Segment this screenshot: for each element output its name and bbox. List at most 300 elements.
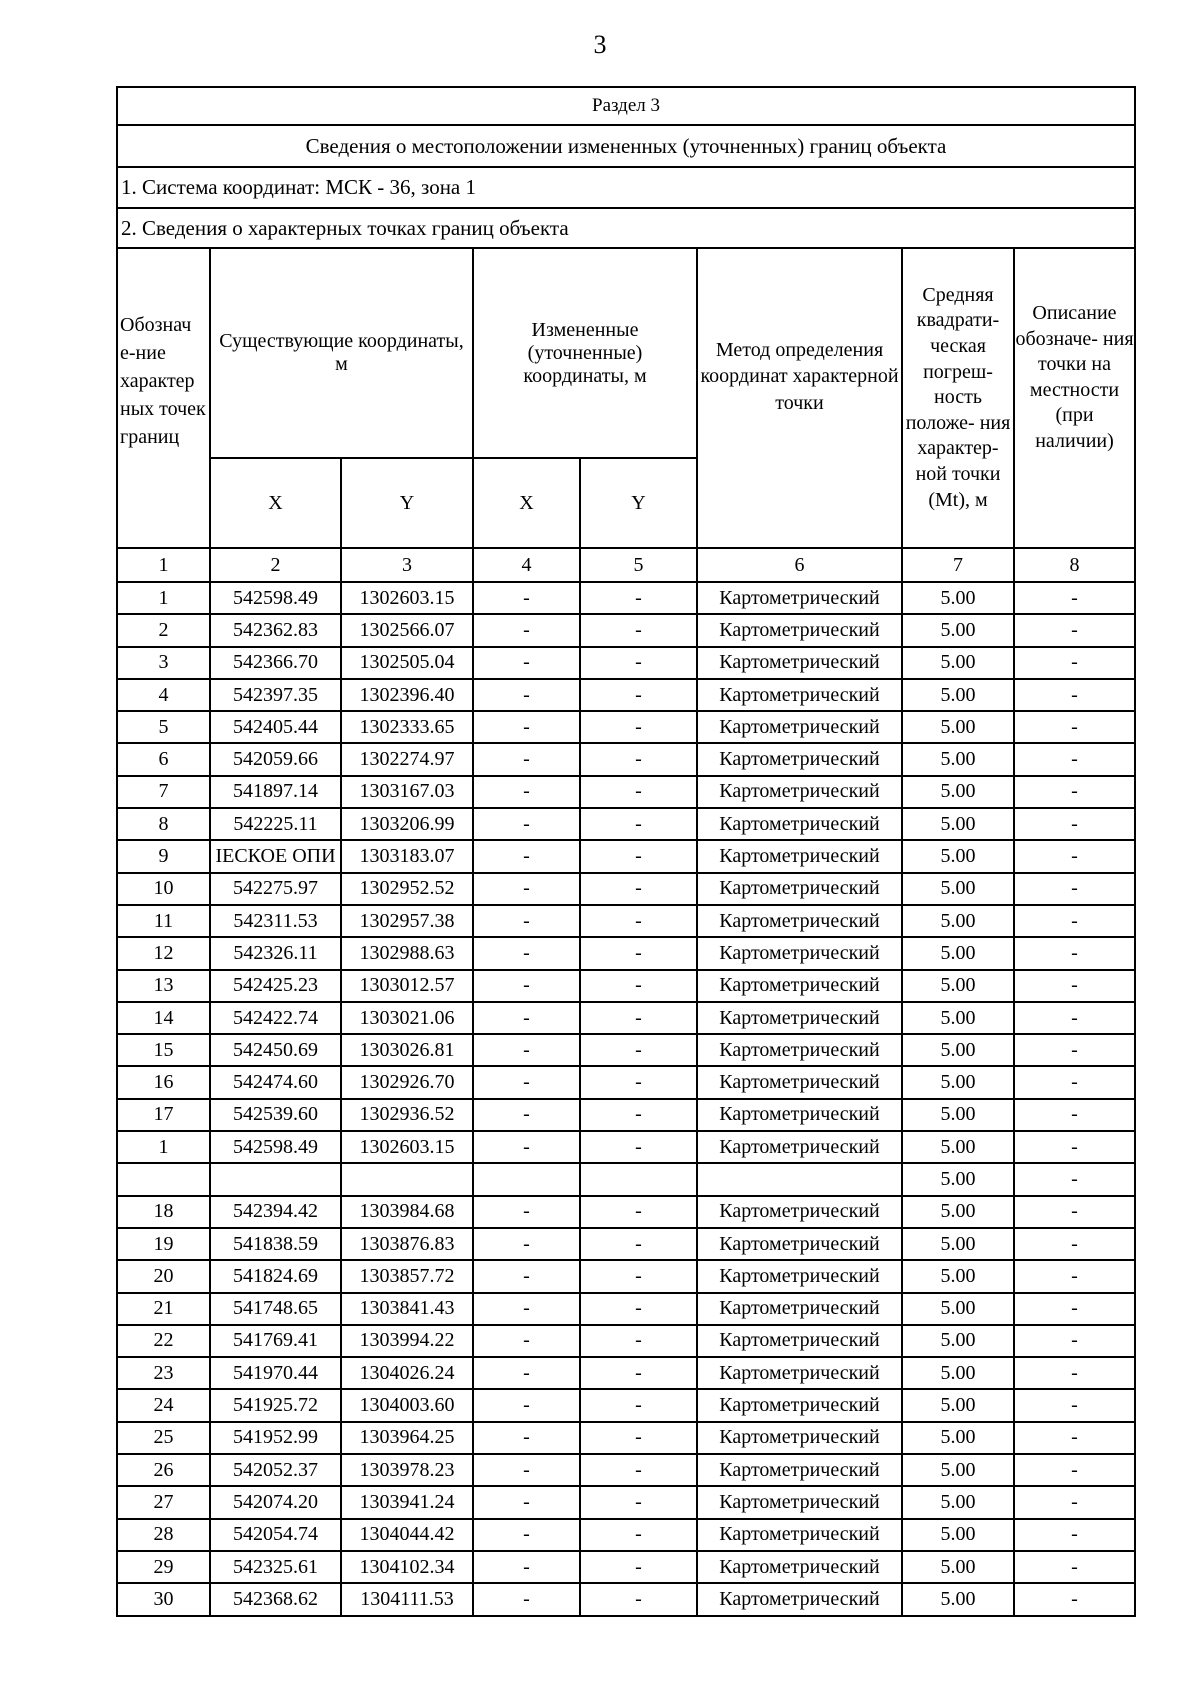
changed-x-cell: - bbox=[473, 873, 580, 905]
mean-error-cell: 5.00 bbox=[902, 1583, 1014, 1615]
table-row bbox=[117, 1099, 1135, 1131]
point-designation-cell: 1 bbox=[117, 582, 210, 614]
column-number: 7 bbox=[902, 548, 1014, 582]
method-cell: Картометрический bbox=[697, 1293, 902, 1325]
point-description-cell: - bbox=[1014, 1196, 1135, 1228]
table-row bbox=[117, 1196, 1135, 1228]
existing-y-cell: 1303026.81 bbox=[341, 1034, 473, 1066]
existing-x-cell: 542074.20 bbox=[210, 1486, 341, 1518]
existing-x-cell: ІЕСКОЕ ОПИ bbox=[210, 840, 341, 872]
changed-y-cell: - bbox=[580, 679, 697, 711]
point-designation-cell: 8 bbox=[117, 808, 210, 840]
changed-y-cell: - bbox=[580, 1099, 697, 1131]
table-row bbox=[117, 873, 1135, 905]
method-cell: Картометрический bbox=[697, 711, 902, 743]
existing-x-cell: 542059.66 bbox=[210, 743, 341, 775]
point-designation-cell: 17 bbox=[117, 1099, 210, 1131]
existing-x-cell: 541952.99 bbox=[210, 1422, 341, 1454]
method-cell: Картометрический bbox=[697, 1389, 902, 1421]
existing-x-cell: 541897.14 bbox=[210, 776, 341, 808]
changed-x-cell: - bbox=[473, 1389, 580, 1421]
existing-y-cell: 1304003.60 bbox=[341, 1389, 473, 1421]
point-description-cell: - bbox=[1014, 679, 1135, 711]
existing-x-cell: 541970.44 bbox=[210, 1357, 341, 1389]
point-description-cell: - bbox=[1014, 1519, 1135, 1551]
mean-error-cell: 5.00 bbox=[902, 647, 1014, 679]
mean-error-cell: 5.00 bbox=[902, 1422, 1014, 1454]
changed-x-cell: - bbox=[473, 1099, 580, 1131]
existing-x-cell: 542474.60 bbox=[210, 1066, 341, 1098]
changed-x-cell: - bbox=[473, 743, 580, 775]
existing-x-cell: 542362.83 bbox=[210, 614, 341, 646]
point-designation-cell: 6 bbox=[117, 743, 210, 775]
table-row bbox=[117, 808, 1135, 840]
changed-x-cell: - bbox=[473, 1422, 580, 1454]
mean-error-cell: 5.00 bbox=[902, 840, 1014, 872]
mean-error-cell: 5.00 bbox=[902, 1099, 1014, 1131]
existing-x-cell: 541838.59 bbox=[210, 1228, 341, 1260]
point-description-cell: - bbox=[1014, 1066, 1135, 1098]
point-description-cell: - bbox=[1014, 1583, 1135, 1615]
point-designation-cell: 11 bbox=[117, 905, 210, 937]
point-designation-cell: 13 bbox=[117, 970, 210, 1002]
header-designation: Обознач е-ние характер ных точек границ bbox=[117, 248, 210, 548]
point-designation-cell: 3 bbox=[117, 647, 210, 679]
changed-x-cell: - bbox=[473, 1357, 580, 1389]
mean-error-cell: 5.00 bbox=[902, 1002, 1014, 1034]
changed-y-cell: - bbox=[580, 1293, 697, 1325]
table-row bbox=[117, 1131, 1135, 1163]
changed-y-cell: - bbox=[580, 711, 697, 743]
point-designation-cell: 7 bbox=[117, 776, 210, 808]
point-designation-cell: 4 bbox=[117, 679, 210, 711]
method-cell: Картометрический bbox=[697, 1002, 902, 1034]
mean-error-cell: 5.00 bbox=[902, 679, 1014, 711]
section-title: Раздел 3 bbox=[117, 87, 1135, 125]
mean-error-cell: 5.00 bbox=[902, 1357, 1014, 1389]
point-designation-cell: 28 bbox=[117, 1519, 210, 1551]
mean-error-cell: 5.00 bbox=[902, 743, 1014, 775]
table-row bbox=[117, 1002, 1135, 1034]
changed-x-cell: - bbox=[473, 1551, 580, 1583]
method-cell: Картометрический bbox=[697, 1486, 902, 1518]
changed-x-cell: - bbox=[473, 647, 580, 679]
column-number: 5 bbox=[580, 548, 697, 582]
existing-y-cell: 1304026.24 bbox=[341, 1357, 473, 1389]
changed-y-cell: - bbox=[580, 1454, 697, 1486]
point-description-cell: - bbox=[1014, 582, 1135, 614]
point-description-cell: - bbox=[1014, 1357, 1135, 1389]
existing-x-cell: 541769.41 bbox=[210, 1325, 341, 1357]
existing-x-cell: 542311.53 bbox=[210, 905, 341, 937]
point-description-cell: - bbox=[1014, 1260, 1135, 1292]
mean-error-cell: 5.00 bbox=[902, 1066, 1014, 1098]
changed-x-cell: - bbox=[473, 1486, 580, 1518]
method-cell: Картометрический bbox=[697, 905, 902, 937]
method-cell: Картометрический bbox=[697, 937, 902, 969]
existing-y-cell: 1302333.65 bbox=[341, 711, 473, 743]
point-designation-cell: 5 bbox=[117, 711, 210, 743]
changed-y-cell: - bbox=[580, 937, 697, 969]
point-designation-cell: 24 bbox=[117, 1389, 210, 1421]
changed-x-cell: - bbox=[473, 1034, 580, 1066]
point-designation-cell: 15 bbox=[117, 1034, 210, 1066]
mean-error-cell: 5.00 bbox=[902, 1163, 1014, 1195]
table-row bbox=[117, 614, 1135, 646]
header-changed-coordinates: Измененные (уточненные) координаты, м bbox=[473, 248, 697, 458]
header-existing-x: X bbox=[210, 458, 341, 548]
point-description-cell: - bbox=[1014, 614, 1135, 646]
point-designation-cell: 29 bbox=[117, 1551, 210, 1583]
point-description-cell: - bbox=[1014, 1486, 1135, 1518]
existing-x-cell: 542275.97 bbox=[210, 873, 341, 905]
table-row bbox=[117, 840, 1135, 872]
table-row bbox=[117, 711, 1135, 743]
mean-error-cell: 5.00 bbox=[902, 1325, 1014, 1357]
existing-y-cell: 1304044.42 bbox=[341, 1519, 473, 1551]
method-cell: Картометрический bbox=[697, 743, 902, 775]
changed-x-cell: - bbox=[473, 1131, 580, 1163]
mean-error-cell: 5.00 bbox=[902, 1454, 1014, 1486]
existing-y-cell: 1304102.34 bbox=[341, 1551, 473, 1583]
mean-error-cell: 5.00 bbox=[902, 1519, 1014, 1551]
mean-error-cell: 5.00 bbox=[902, 1260, 1014, 1292]
point-designation-cell bbox=[117, 1163, 210, 1195]
point-description-cell: - bbox=[1014, 711, 1135, 743]
point-description-cell: - bbox=[1014, 647, 1135, 679]
changed-y-cell: - bbox=[580, 1551, 697, 1583]
changed-x-cell: - bbox=[473, 1519, 580, 1551]
table-row bbox=[117, 582, 1135, 614]
method-cell: Картометрический bbox=[697, 647, 902, 679]
column-number: 2 bbox=[210, 548, 341, 582]
table-row bbox=[117, 1357, 1135, 1389]
boundary-points-table bbox=[116, 86, 1136, 1617]
point-description-cell: - bbox=[1014, 1389, 1135, 1421]
table-row bbox=[117, 1389, 1135, 1421]
page-number: 3 bbox=[593, 30, 607, 59]
changed-y-cell: - bbox=[580, 1519, 697, 1551]
changed-y-cell: - bbox=[580, 1228, 697, 1260]
column-number: 6 bbox=[697, 548, 902, 582]
changed-x-cell: - bbox=[473, 1002, 580, 1034]
existing-x-cell: 542052.37 bbox=[210, 1454, 341, 1486]
method-cell: Картометрический bbox=[697, 1099, 902, 1131]
table-row bbox=[117, 1422, 1135, 1454]
changed-y-cell: - bbox=[580, 1066, 697, 1098]
table-row bbox=[117, 1486, 1135, 1518]
method-cell: Картометрический bbox=[697, 1422, 902, 1454]
changed-y-cell: - bbox=[580, 1357, 697, 1389]
changed-y-cell bbox=[580, 1163, 697, 1195]
table-row bbox=[117, 1163, 1135, 1195]
method-cell: Картометрический bbox=[697, 776, 902, 808]
existing-y-cell: 1303978.23 bbox=[341, 1454, 473, 1486]
table-row bbox=[117, 1260, 1135, 1292]
table-row bbox=[117, 905, 1135, 937]
changed-y-cell: - bbox=[580, 1486, 697, 1518]
point-designation-cell: 1 bbox=[117, 1131, 210, 1163]
point-description-cell: - bbox=[1014, 1099, 1135, 1131]
header-error: Средняя квадрати- ческая погреш- ность положе- ния характер- ной точки (Mt), м bbox=[902, 248, 1014, 548]
existing-y-cell: 1303964.25 bbox=[341, 1422, 473, 1454]
existing-y-cell: 1303994.22 bbox=[341, 1325, 473, 1357]
changed-y-cell: - bbox=[580, 1196, 697, 1228]
table-row bbox=[117, 1293, 1135, 1325]
changed-x-cell: - bbox=[473, 808, 580, 840]
point-designation-cell: 26 bbox=[117, 1454, 210, 1486]
existing-x-cell: 542054.74 bbox=[210, 1519, 341, 1551]
existing-y-cell: 1303183.07 bbox=[341, 840, 473, 872]
point-description-cell: - bbox=[1014, 743, 1135, 775]
point-designation-cell: 23 bbox=[117, 1357, 210, 1389]
changed-x-cell: - bbox=[473, 679, 580, 711]
table-row bbox=[117, 1551, 1135, 1583]
existing-x-cell: 541748.65 bbox=[210, 1293, 341, 1325]
existing-y-cell: 1303021.06 bbox=[341, 1002, 473, 1034]
mean-error-cell: 5.00 bbox=[902, 1389, 1014, 1421]
point-description-cell: - bbox=[1014, 1293, 1135, 1325]
table-row bbox=[117, 679, 1135, 711]
existing-y-cell: 1302957.38 bbox=[341, 905, 473, 937]
existing-x-cell: 542425.23 bbox=[210, 970, 341, 1002]
method-cell: Картометрический bbox=[697, 1454, 902, 1486]
changed-y-cell: - bbox=[580, 1002, 697, 1034]
mean-error-cell: 5.00 bbox=[902, 711, 1014, 743]
existing-x-cell: 542225.11 bbox=[210, 808, 341, 840]
existing-x-cell: 542397.35 bbox=[210, 679, 341, 711]
existing-y-cell: 1303984.68 bbox=[341, 1196, 473, 1228]
point-designation-cell: 22 bbox=[117, 1325, 210, 1357]
point-designation-cell: 18 bbox=[117, 1196, 210, 1228]
point-designation-cell: 9 bbox=[117, 840, 210, 872]
point-description-cell: - bbox=[1014, 1422, 1135, 1454]
point-description-cell: - bbox=[1014, 873, 1135, 905]
mean-error-cell: 5.00 bbox=[902, 776, 1014, 808]
changed-x-cell: - bbox=[473, 711, 580, 743]
column-number: 1 bbox=[117, 548, 210, 582]
existing-y-cell: 1303841.43 bbox=[341, 1293, 473, 1325]
table-heading: Сведения о местоположении измененных (уточненных) границ объекта bbox=[117, 125, 1135, 167]
table-row bbox=[117, 1454, 1135, 1486]
mean-error-cell: 5.00 bbox=[902, 873, 1014, 905]
existing-y-cell: 1303167.03 bbox=[341, 776, 473, 808]
changed-y-cell: - bbox=[580, 614, 697, 646]
mean-error-cell: 5.00 bbox=[902, 1131, 1014, 1163]
changed-x-cell: - bbox=[473, 582, 580, 614]
existing-y-cell: 1303206.99 bbox=[341, 808, 473, 840]
changed-y-cell: - bbox=[580, 743, 697, 775]
changed-x-cell: - bbox=[473, 905, 580, 937]
coordinate-system: 1. Система координат: МСК - 36, зона 1 bbox=[117, 167, 1135, 208]
mean-error-cell: 5.00 bbox=[902, 970, 1014, 1002]
point-description-cell: - bbox=[1014, 1131, 1135, 1163]
header-changed-y: Y bbox=[580, 458, 697, 548]
point-description-cell: - bbox=[1014, 808, 1135, 840]
table-row bbox=[117, 1583, 1135, 1615]
column-number: 3 bbox=[341, 548, 473, 582]
existing-y-cell: 1302988.63 bbox=[341, 937, 473, 969]
existing-x-cell: 542368.62 bbox=[210, 1583, 341, 1615]
changed-y-cell: - bbox=[580, 582, 697, 614]
point-designation-cell: 30 bbox=[117, 1583, 210, 1615]
changed-y-cell: - bbox=[580, 1034, 697, 1066]
existing-y-cell: 1302274.97 bbox=[341, 743, 473, 775]
point-description-cell: - bbox=[1014, 776, 1135, 808]
table-row bbox=[117, 970, 1135, 1002]
header-existing-coordinates: Существующие координаты, м bbox=[210, 248, 473, 458]
table-row bbox=[117, 937, 1135, 969]
mean-error-cell: 5.00 bbox=[902, 1034, 1014, 1066]
existing-x-cell: 541824.69 bbox=[210, 1260, 341, 1292]
header-changed-x: X bbox=[473, 458, 580, 548]
changed-x-cell: - bbox=[473, 970, 580, 1002]
table-row bbox=[117, 1066, 1135, 1098]
method-cell: Картометрический bbox=[697, 873, 902, 905]
changed-y-cell: - bbox=[580, 905, 697, 937]
changed-x-cell: - bbox=[473, 776, 580, 808]
existing-x-cell: 542405.44 bbox=[210, 711, 341, 743]
changed-x-cell: - bbox=[473, 937, 580, 969]
point-description-cell: - bbox=[1014, 1228, 1135, 1260]
point-designation-cell: 25 bbox=[117, 1422, 210, 1454]
method-cell: Картометрический bbox=[697, 970, 902, 1002]
changed-y-cell: - bbox=[580, 1325, 697, 1357]
existing-x-cell: 542394.42 bbox=[210, 1196, 341, 1228]
method-cell: Картометрический bbox=[697, 1034, 902, 1066]
method-cell: Картометрический bbox=[697, 840, 902, 872]
header-existing-y: Y bbox=[341, 458, 473, 548]
point-designation-cell: 2 bbox=[117, 614, 210, 646]
mean-error-cell: 5.00 bbox=[902, 1486, 1014, 1518]
existing-y-cell: 1302936.52 bbox=[341, 1099, 473, 1131]
existing-x-cell: 542539.60 bbox=[210, 1099, 341, 1131]
changed-y-cell: - bbox=[580, 647, 697, 679]
header-method: Метод определения координат характерной точки bbox=[697, 248, 902, 548]
table-row bbox=[117, 1519, 1135, 1551]
mean-error-cell: 5.00 bbox=[902, 937, 1014, 969]
existing-y-cell: 1302396.40 bbox=[341, 679, 473, 711]
changed-x-cell bbox=[473, 1163, 580, 1195]
table-row bbox=[117, 1325, 1135, 1357]
mean-error-cell: 5.00 bbox=[902, 905, 1014, 937]
method-cell: Картометрический bbox=[697, 808, 902, 840]
changed-x-cell: - bbox=[473, 840, 580, 872]
existing-x-cell: 542326.11 bbox=[210, 937, 341, 969]
existing-y-cell: 1302603.15 bbox=[341, 582, 473, 614]
changed-x-cell: - bbox=[473, 1293, 580, 1325]
point-description-cell: - bbox=[1014, 905, 1135, 937]
mean-error-cell: 5.00 bbox=[902, 1228, 1014, 1260]
changed-x-cell: - bbox=[473, 1228, 580, 1260]
changed-x-cell: - bbox=[473, 1196, 580, 1228]
changed-x-cell: - bbox=[473, 1325, 580, 1357]
table-row bbox=[117, 647, 1135, 679]
method-cell: Картометрический bbox=[697, 1583, 902, 1615]
existing-y-cell: 1302603.15 bbox=[341, 1131, 473, 1163]
method-cell: Картометрический bbox=[697, 1066, 902, 1098]
existing-x-cell: 542325.61 bbox=[210, 1551, 341, 1583]
existing-x-cell: 542450.69 bbox=[210, 1034, 341, 1066]
mean-error-cell: 5.00 bbox=[902, 1293, 1014, 1325]
existing-x-cell: 542422.74 bbox=[210, 1002, 341, 1034]
existing-y-cell: 1302505.04 bbox=[341, 647, 473, 679]
existing-y-cell: 1302926.70 bbox=[341, 1066, 473, 1098]
table-row bbox=[117, 776, 1135, 808]
point-description-cell: - bbox=[1014, 937, 1135, 969]
point-designation-cell: 10 bbox=[117, 873, 210, 905]
table-row bbox=[117, 1228, 1135, 1260]
point-description-cell: - bbox=[1014, 1163, 1135, 1195]
method-cell: Картометрический bbox=[697, 582, 902, 614]
existing-y-cell: 1302952.52 bbox=[341, 873, 473, 905]
existing-x-cell bbox=[210, 1163, 341, 1195]
existing-x-cell: 542366.70 bbox=[210, 647, 341, 679]
column-number: 4 bbox=[473, 548, 580, 582]
table-row bbox=[117, 1034, 1135, 1066]
points-heading: 2. Сведения о характерных точках границ объекта bbox=[117, 208, 1135, 248]
changed-y-cell: - bbox=[580, 808, 697, 840]
changed-y-cell: - bbox=[580, 776, 697, 808]
method-cell: Картометрический bbox=[697, 679, 902, 711]
method-cell: Картометрический bbox=[697, 1357, 902, 1389]
changed-y-cell: - bbox=[580, 970, 697, 1002]
point-designation-cell: 19 bbox=[117, 1228, 210, 1260]
existing-y-cell: 1303941.24 bbox=[341, 1486, 473, 1518]
changed-x-cell: - bbox=[473, 1454, 580, 1486]
header-description: Описание обозначе- ния точки на местности (при наличии) bbox=[1014, 248, 1135, 548]
existing-y-cell: 1303857.72 bbox=[341, 1260, 473, 1292]
existing-x-cell: 542598.49 bbox=[210, 582, 341, 614]
changed-y-cell: - bbox=[580, 1260, 697, 1292]
point-description-cell: - bbox=[1014, 1454, 1135, 1486]
existing-x-cell: 542598.49 bbox=[210, 1131, 341, 1163]
method-cell: Картометрический bbox=[697, 1131, 902, 1163]
method-cell: Картометрический bbox=[697, 1551, 902, 1583]
point-description-cell: - bbox=[1014, 970, 1135, 1002]
existing-x-cell: 541925.72 bbox=[210, 1389, 341, 1421]
changed-x-cell: - bbox=[473, 614, 580, 646]
changed-y-cell: - bbox=[580, 1389, 697, 1421]
column-numbers-row bbox=[117, 548, 1135, 582]
table-row bbox=[117, 743, 1135, 775]
changed-x-cell: - bbox=[473, 1260, 580, 1292]
point-description-cell: - bbox=[1014, 1551, 1135, 1583]
method-cell: Картометрический bbox=[697, 614, 902, 646]
mean-error-cell: 5.00 bbox=[902, 614, 1014, 646]
existing-y-cell: 1303012.57 bbox=[341, 970, 473, 1002]
point-designation-cell: 27 bbox=[117, 1486, 210, 1518]
changed-y-cell: - bbox=[580, 840, 697, 872]
existing-y-cell bbox=[341, 1163, 473, 1195]
column-number: 8 bbox=[1014, 548, 1135, 582]
mean-error-cell: 5.00 bbox=[902, 808, 1014, 840]
existing-y-cell: 1304111.53 bbox=[341, 1583, 473, 1615]
mean-error-cell: 5.00 bbox=[902, 1551, 1014, 1583]
existing-y-cell: 1303876.83 bbox=[341, 1228, 473, 1260]
method-cell: Картометрический bbox=[697, 1325, 902, 1357]
point-designation-cell: 21 bbox=[117, 1293, 210, 1325]
mean-error-cell: 5.00 bbox=[902, 1196, 1014, 1228]
changed-y-cell: - bbox=[580, 1422, 697, 1454]
point-designation-cell: 20 bbox=[117, 1260, 210, 1292]
existing-y-cell: 1302566.07 bbox=[341, 614, 473, 646]
changed-y-cell: - bbox=[580, 873, 697, 905]
method-cell: Картометрический bbox=[697, 1260, 902, 1292]
point-designation-cell: 14 bbox=[117, 1002, 210, 1034]
point-description-cell: - bbox=[1014, 1325, 1135, 1357]
point-description-cell: - bbox=[1014, 1034, 1135, 1066]
